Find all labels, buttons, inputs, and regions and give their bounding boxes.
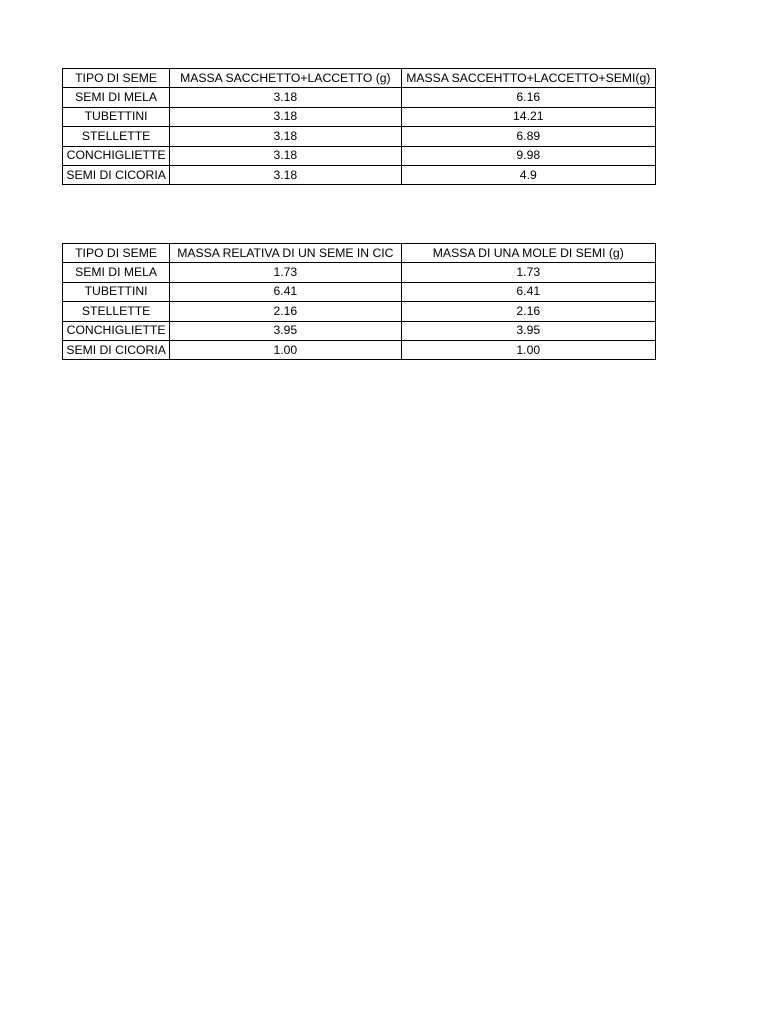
- header-cell-mole-mass: MASSA DI UNA MOLE DI SEMI (g): [401, 244, 655, 263]
- table-cell: STELLETTE: [63, 302, 170, 321]
- table-row: [63, 88, 656, 107]
- table-row: [63, 165, 656, 184]
- table-cell: 3.18: [170, 146, 401, 165]
- table-cell: 6.41: [170, 282, 401, 301]
- table-row: [63, 107, 656, 126]
- header-cell-relative-mass: MASSA RELATIVA DI UN SEME IN CIC: [170, 244, 401, 263]
- table-cell: 1.00: [401, 340, 655, 359]
- table-row: [63, 146, 656, 165]
- table-cell: SEMI DI MELA: [63, 88, 170, 107]
- table-cell: SEMI DI MELA: [63, 263, 170, 282]
- table-row: [63, 127, 656, 146]
- relative-mass-table: [62, 243, 656, 360]
- table-header-row: [63, 69, 656, 88]
- table-row: [63, 302, 656, 321]
- table-cell: 6.16: [401, 88, 655, 107]
- table-row: [63, 340, 656, 359]
- table-cell: 6.89: [401, 127, 655, 146]
- table-cell: 1.73: [401, 263, 655, 282]
- table-cell: SEMI DI CICORIA: [63, 340, 170, 359]
- table-cell: 2.16: [170, 302, 401, 321]
- header-cell-bag-seed-mass: MASSA SACCEHTTO+LACCETTO+SEMI(g): [401, 69, 655, 88]
- header-cell-seed-type: TIPO DI SEME: [63, 244, 170, 263]
- table-cell: STELLETTE: [63, 127, 170, 146]
- table-cell: CONCHIGLIETTE: [63, 146, 170, 165]
- table-cell: 4.9: [401, 165, 655, 184]
- table-cell: 6.41: [401, 282, 655, 301]
- table-cell: TUBETTINI: [63, 107, 170, 126]
- table-cell: SEMI DI CICORIA: [63, 165, 170, 184]
- table-cell: CONCHIGLIETTE: [63, 321, 170, 340]
- table-header-row: [63, 244, 656, 263]
- table-cell: 14.21: [401, 107, 655, 126]
- table-cell: 3.95: [401, 321, 655, 340]
- table-row: [63, 263, 656, 282]
- table-row: [63, 282, 656, 301]
- table-cell: 3.18: [170, 127, 401, 146]
- header-cell-seed-type: TIPO DI SEME: [63, 69, 170, 88]
- table-cell: 1.73: [170, 263, 401, 282]
- table-cell: 3.18: [170, 88, 401, 107]
- table-cell: 3.18: [170, 107, 401, 126]
- mass-measurements-table: [62, 68, 656, 185]
- table-cell: TUBETTINI: [63, 282, 170, 301]
- table-cell: 3.18: [170, 165, 401, 184]
- table-cell: 1.00: [170, 340, 401, 359]
- header-cell-bag-mass: MASSA SACCHETTO+LACCETTO (g): [170, 69, 401, 88]
- table-row: [63, 321, 656, 340]
- table-cell: 3.95: [170, 321, 401, 340]
- table-cell: 9.98: [401, 146, 655, 165]
- table-cell: 2.16: [401, 302, 655, 321]
